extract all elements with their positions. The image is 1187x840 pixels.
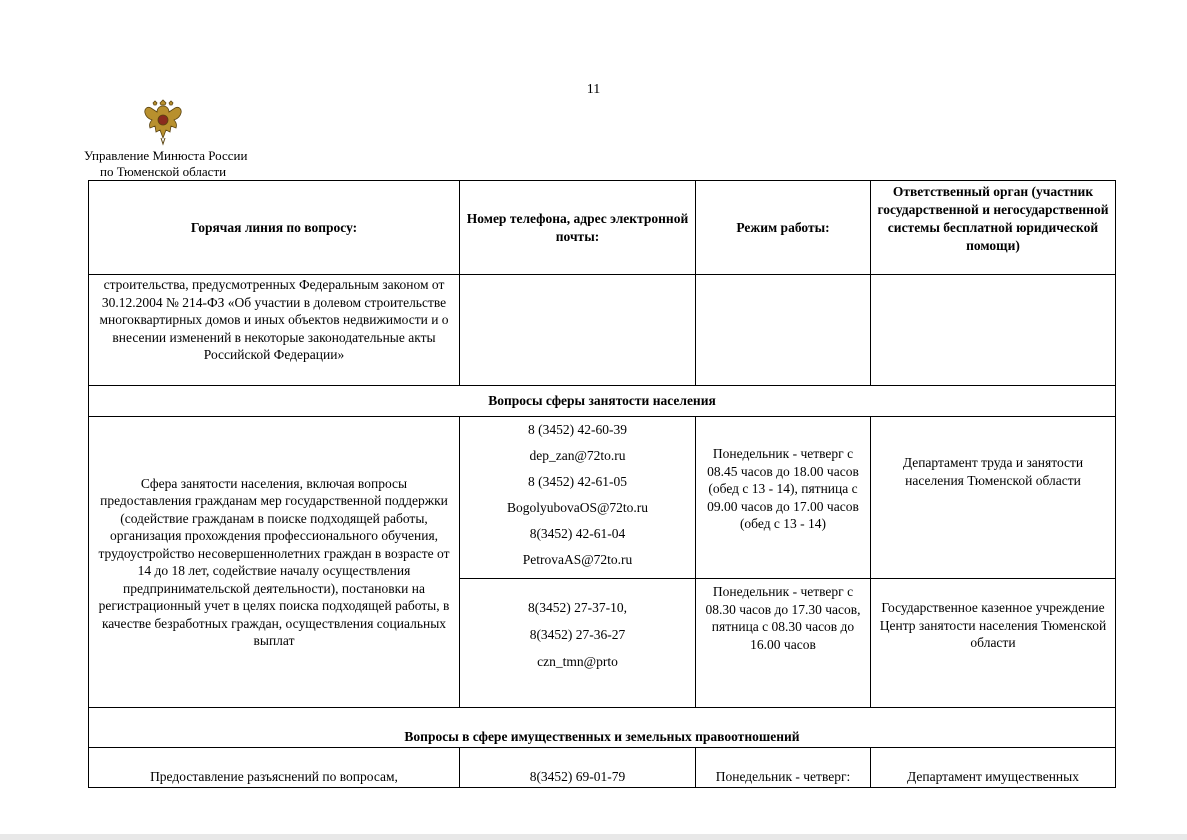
contacts-cell	[460, 579, 696, 708]
double-headed-eagle-emblem-icon	[139, 98, 187, 146]
empty-cell	[460, 275, 696, 386]
page-bottom-edge	[0, 834, 1187, 840]
empty-cell	[871, 275, 1116, 386]
header-authority: Ответственный орган (участник государственной и негосударственной системы бесплатной юридической помощи)	[871, 181, 1116, 275]
phone-number: 8(3452) 42-61-04	[529, 526, 626, 541]
header-schedule: Режим работы:	[696, 181, 871, 275]
section-title-property: Вопросы в сфере имущественных и земельных правоотношений	[89, 708, 1116, 748]
schedule-cell: Понедельник - четверг:	[696, 748, 871, 788]
table-row	[89, 275, 1116, 386]
schedule-line: Понедельник - четверг с 08.30 часов до 17.30 часов,	[705, 584, 861, 617]
phone-number: 8 (3452) 42-61-05	[528, 474, 627, 489]
hotline-table	[88, 180, 1116, 788]
phone-number: 8(3452) 69-01-79	[460, 748, 696, 788]
phone-number: 8(3452) 27-36-27	[529, 627, 626, 642]
table-row	[89, 417, 1116, 579]
organization-name-line1: Управление Минюста России	[84, 148, 248, 163]
table-row	[89, 748, 1116, 788]
authority-cell: Департамент труда и занятости населения Тюменской области	[871, 417, 1116, 579]
continuation-topic: строительства, предусмотренных Федеральным законом от 30.12.2004 № 214-ФЗ «Об участии в долевом строительстве многоквартирных домов и иных объектов недвижимости и о внесении изменений в некоторые законодательные акты Российской Федерации»	[89, 275, 460, 386]
table-header-row	[89, 181, 1116, 275]
authority-cell: Департамент имущественных	[871, 748, 1116, 788]
email-link[interactable]: dep_zan@72to.ru	[529, 448, 626, 463]
phone-number: 8 (3452) 42-60-39	[528, 422, 627, 437]
organization-name-line2: по Тюменской области	[100, 164, 227, 179]
employment-topic: Сфера занятости населения, включая вопросы предоставления гражданам мер государственной поддержки (содействие гражданам в поиске подходящей работы, организация прохождения профессионального обучения, трудоустройство несовершеннолетних граждан в возрасте от 14 до 18 лет, содействие началу осуществления предпринимательской деятельности), постановки на регистрационный учет в целях поиска подходящей работы, в качестве безработных граждан, осуществления социальных выплат	[89, 417, 460, 708]
email-link[interactable]: czn_tmn@prto	[537, 654, 618, 669]
email-link[interactable]: PetrovaAS@72to.ru	[522, 552, 633, 567]
header-topic: Горячая линия по вопросу:	[89, 181, 460, 275]
section-header-row	[89, 386, 1116, 417]
property-topic: Предоставление разъяснений по вопросам,	[89, 748, 460, 788]
header-contacts: Номер телефона, адрес электронной почты:	[460, 181, 696, 275]
empty-cell	[696, 275, 871, 386]
schedule-line: пятница с 08.30 часов до 16.00 часов	[711, 619, 855, 652]
schedule-cell: Понедельник - четверг с 08.45 часов до 18.00 часов (обед с 13 - 14), пятница с 09.00 часов до 17.00 часов (обед с 13 - 14)	[696, 417, 871, 579]
page-number: 11	[586, 82, 601, 97]
section-title-employment: Вопросы сферы занятости населения	[89, 386, 1116, 417]
schedule-cell	[696, 579, 871, 708]
email-link[interactable]: BogolyubovaOS@72to.ru	[506, 500, 649, 515]
phone-number: 8(3452) 27-37-10,	[528, 600, 627, 615]
contacts-cell	[460, 417, 696, 579]
section-header-row	[89, 708, 1116, 748]
authority-cell: Государственное казенное учреждение Центр занятости населения Тюменской области	[871, 579, 1116, 708]
